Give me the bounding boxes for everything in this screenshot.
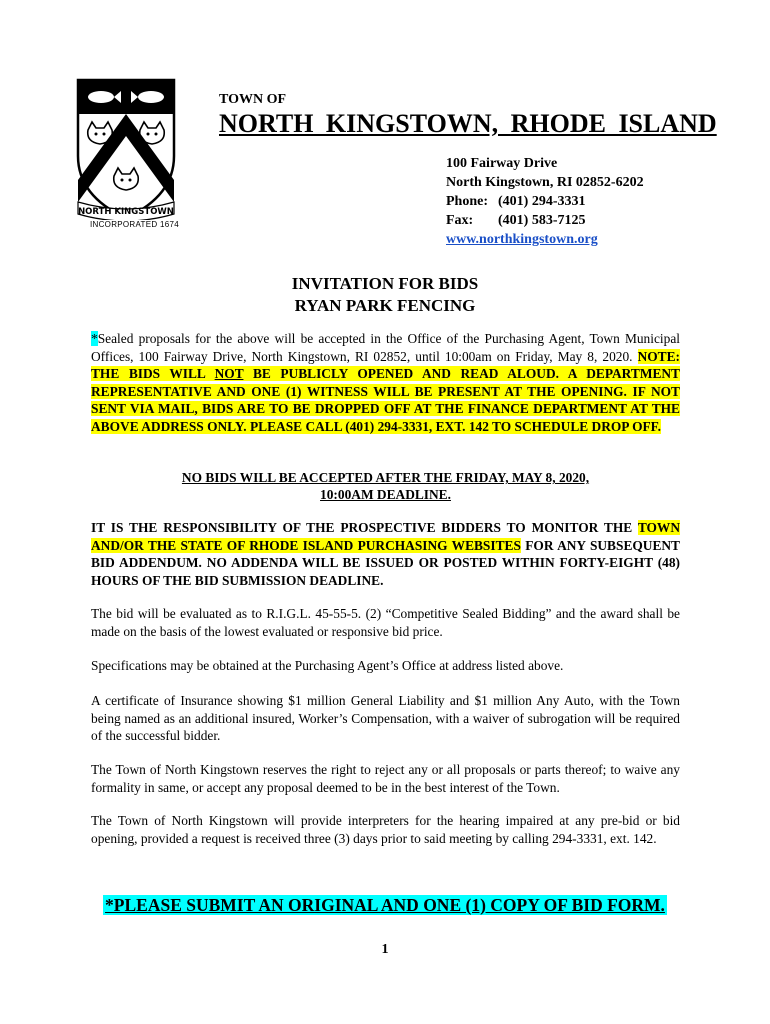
address-block <box>446 154 644 249</box>
deadline-notice <box>91 469 680 503</box>
deadline-line1: NO BIDS WILL BE ACCEPTED AFTER THE FRIDAY, MAY 8, 2020, <box>181 470 590 485</box>
seal-banner <box>76 198 176 220</box>
insurance-paragraph: A certificate of Insurance showing $1 million General Liability and $1 million Any Auto, with the Town being named as an additional insured, Worker’s Compensation, with a waiver of subrogation will be required of the successful bidder. <box>91 693 680 743</box>
interpreters-paragraph: The Town of North Kingstown will provide interpreters for the hearing impaired at any pre-bid or bid opening, provided a request is received three (3) days prior to said meeting by calling 294-3331, ext. 142. <box>91 813 680 846</box>
title-line2: RYAN PARK FENCING <box>294 296 476 315</box>
note-not: NOT <box>214 366 244 381</box>
note-part2: BE PUBLICLY OPENED AND READ ALOUD. A DEPARTMENT REPRESENTATIVE AND ONE (1) WITNESS WILL BE PRESENT AT THE OPENING. IF NOT SENT VIA MAIL, BIDS ARE TO BE DROPPED OFF AT THE FINANCE DEPARTMENT AT THE ABOVE ADDRESS ONLY. PLEASE CALL (401) 294-3331, EXT. 142 TO SCHEDULE DROP OFF. <box>91 366 680 434</box>
fax-label: Fax: <box>446 213 474 228</box>
evaluation-paragraph: The bid will be evaluated as to R.I.G.L. 45-55-5. (2) “Competitive Sealed Bidding” and the award shall be made on the basis of the lowest evaluated or responsive bid price. <box>91 606 680 639</box>
phone-label: Phone: <box>446 194 488 209</box>
website-link[interactable]: www.northkingstown.org <box>446 232 598 247</box>
document-title <box>0 273 770 317</box>
address-line1: 100 Fairway Drive <box>446 156 558 171</box>
fax-number: (401) 583-7125 <box>498 213 586 228</box>
responsibility-highlight: TOWN AND/OR THE STATE OF RHODE ISLAND PURCHASING WEBSITES <box>91 520 680 553</box>
specifications-paragraph: Specifications may be obtained at the Purchasing Agent’s Office at address listed above. <box>91 658 564 673</box>
address-line2: North Kingstown, RI 02852-6202 <box>446 175 644 190</box>
submit-notice <box>0 895 770 916</box>
responsibility-paragraph <box>91 519 680 589</box>
responsibility-part1: IT IS THE RESPONSIBILITY OF THE PROSPECTIVE BIDDERS TO MONITOR THE <box>91 520 638 535</box>
town-name-heading: NORTH KINGSTOWN, RHODE ISLAND <box>219 109 717 138</box>
phone-row <box>446 192 644 211</box>
fax-row <box>446 211 644 230</box>
page-number: 1 <box>381 942 389 957</box>
deadline-line2: 10:00AM DEADLINE. <box>320 487 451 502</box>
town-of-label: TOWN OF <box>219 92 287 107</box>
intro-text: Sealed proposals for the above will be accepted in the Office of the Purchasing Agent, Town Municipal Offices, 100 Fairway Drive, North Kingstown, RI 02852, until 10:00am on Friday, May 8, 2020. <box>91 331 680 364</box>
reserves-paragraph: The Town of North Kingstown reserves the right to reject any or all proposals or parts thereof; to waive any formality in same, or accept any proposal deemed to be in the best interest of the Town. <box>91 762 680 795</box>
title-line1: INVITATION FOR BIDS <box>291 274 479 293</box>
intro-paragraph <box>91 330 680 435</box>
phone-number: (401) 294-3331 <box>498 194 586 209</box>
seal-banner-text: NORTH KINGSTOWN <box>78 207 174 217</box>
submit-notice-text: *PLEASE SUBMIT AN ORIGINAL AND ONE (1) COPY OF BID FORM. <box>105 895 665 915</box>
responsibility-part2: FOR ANY SUBSEQUENT BID ADDENDUM. NO ADDENDA WILL BE ISSUED OR POSTED WITHIN FORTY-EIGHT (48) HOURS OF THE BID SUBMISSION DEADLINE. <box>91 537 680 588</box>
note-part1: NOTE: THE BIDS WILL <box>91 348 680 381</box>
seal-incorporated-text: INCORPORATED 1674 <box>90 220 179 229</box>
asterisk-marker: * <box>91 331 98 346</box>
